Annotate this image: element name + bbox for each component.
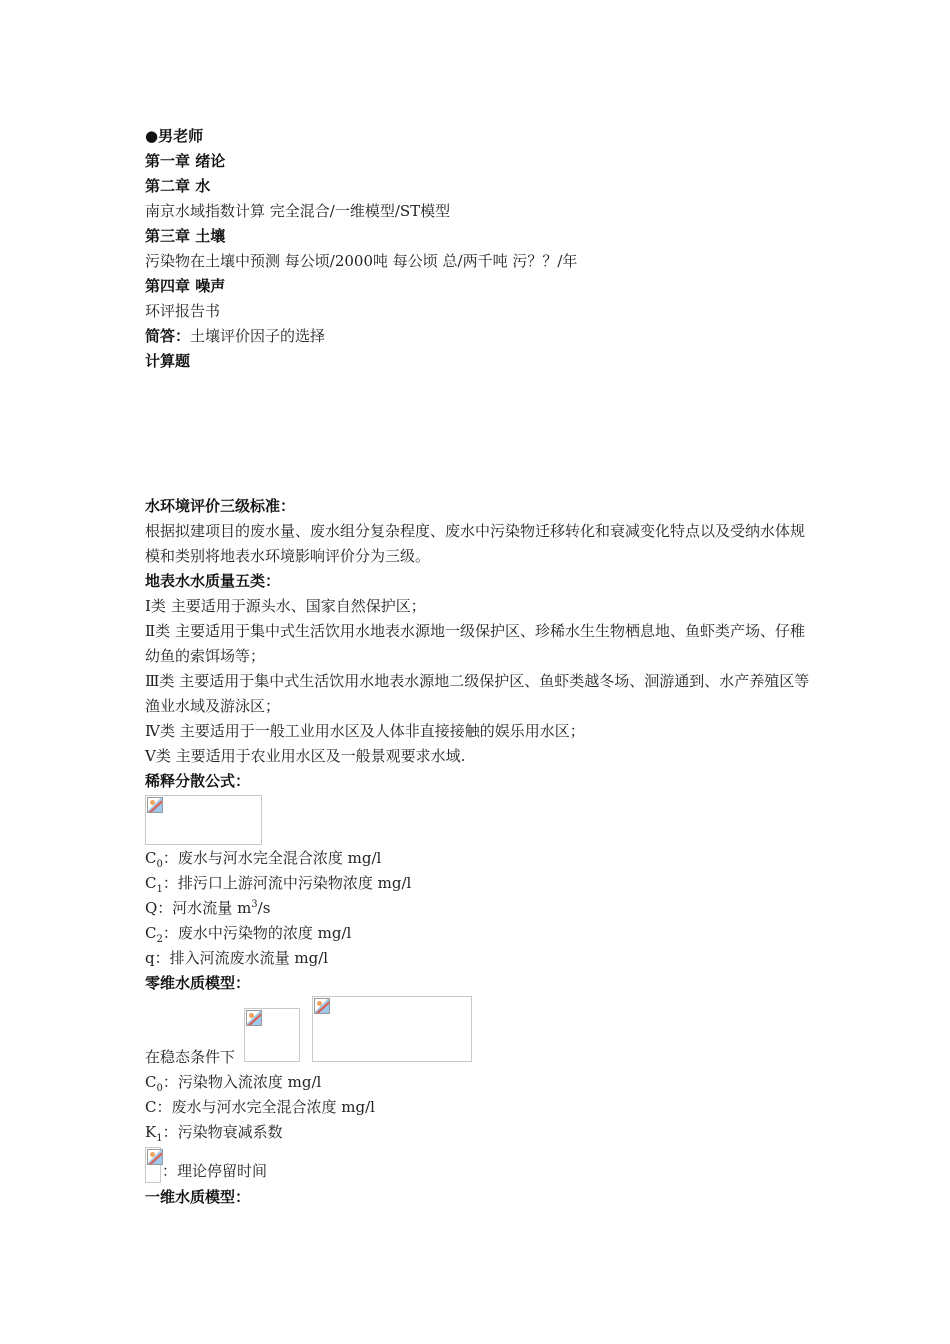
broken-image-icon: [145, 1147, 161, 1183]
calculation-heading: 计算题: [145, 352, 191, 370]
dilution-title: 稀释分散公式：: [145, 772, 251, 790]
document-page: [145, 124, 815, 1210]
subscript: 0: [156, 859, 163, 870]
water-env-title: 水环境评价三级标准：: [145, 497, 296, 515]
zero-dim-formula-row: [145, 996, 815, 1070]
zero-dim-c0: [145, 1070, 815, 1095]
one-dim-title: 一维水质模型：: [145, 1188, 251, 1206]
short-answer-line: [145, 324, 815, 349]
chapter-3-heading: 第三章 土壤: [145, 227, 226, 245]
short-answer-text: 土壤评价因子的选择: [190, 327, 326, 345]
blank-space: [145, 374, 815, 494]
chapter-1-heading: 第一章 绪论: [145, 152, 226, 170]
dilution-q: [145, 896, 815, 921]
definition: ：排污口上游河流中污染物浓度 mg/l: [162, 874, 412, 892]
subscript: 1: [156, 1133, 163, 1144]
steady-state-text: 在稳态条件下: [145, 1048, 236, 1066]
water-env-body: 根据拟建项目的废水量、废水组分复杂程度、废水中污染物迁移转化和衰减变化特点以及受纳水体规模和类别将地表水环境影响评价分为三级。: [145, 522, 806, 565]
teacher-line: ●男老师: [145, 127, 204, 145]
dilution-c1: [145, 871, 815, 896]
quality-item-3: Ⅲ类 主要适用于集中式生活饮用水地表水源地二级保护区、鱼虾类越冬场、洄游通到、水产养殖区等渔业水域及游泳区；: [145, 672, 810, 715]
chapter-4-note: 环评报告书: [145, 302, 221, 320]
image-placeholder-icon: [147, 1149, 163, 1165]
quality-item-4: Ⅳ类 主要适用于一般工业用水区及人体非直接接触的娱乐用水区；: [145, 722, 585, 740]
definition: ：污染物入流浓度 mg/l: [162, 1073, 322, 1091]
symbol: C: [145, 924, 157, 942]
image-placeholder-icon: [147, 797, 163, 813]
chapter-2-heading: 第二章 水: [145, 177, 211, 195]
dilution-c0: [145, 846, 815, 871]
quality-item-2: Ⅱ类 主要适用于集中式生活饮用水地表水源地一级保护区、珍稀水生生物栖息地、鱼虾类产场、仔稚幼鱼的索饵场等；: [145, 622, 805, 665]
quality-item-5: Ⅴ类 主要适用于农业用水区及一般景观要求水域.: [145, 747, 466, 765]
broken-image-icon: [312, 996, 472, 1062]
symbol: C: [145, 849, 157, 867]
broken-image-icon: [145, 795, 262, 845]
chapter-4-heading: 第四章 噪声: [145, 277, 226, 295]
subscript: 1: [156, 884, 163, 895]
definition: ：废水中污染物的浓度 mg/l: [162, 924, 352, 942]
quality-item-1: Ⅰ类 主要适用于源头水、国家自然保护区；: [145, 597, 426, 615]
image-placeholder-icon: [314, 998, 330, 1014]
zero-dim-t-row: [145, 1145, 815, 1185]
symbol: C: [145, 1073, 157, 1091]
symbol: C: [145, 874, 157, 892]
image-placeholder-icon: [246, 1010, 262, 1026]
definition: ：废水与河水完全混合浓度 mg/l: [162, 849, 382, 867]
zero-dim-c: C：废水与河水完全混合浓度 mg/l: [145, 1098, 375, 1116]
dilution-formula-row: [145, 794, 815, 846]
broken-image-icon: [244, 1008, 300, 1062]
short-answer-label: 简答：: [145, 327, 191, 345]
subscript: 0: [156, 1083, 163, 1094]
symbol: K: [145, 1123, 157, 1141]
definition: ：污染物衰减系数: [162, 1123, 283, 1141]
subscript: 2: [156, 934, 163, 945]
superscript: 3: [251, 899, 258, 910]
retention-time-text: ：理论停留时间: [162, 1162, 268, 1180]
chapter-3-note: 污染物在土壤中预测 每公顷/2000吨 每公顷 总/两千吨 污？？/年: [145, 252, 578, 270]
dilution-c2: [145, 921, 815, 946]
zero-dim-k1: [145, 1120, 815, 1145]
unit: /s: [257, 899, 271, 917]
chapter-2-note: 南京水域指数计算 完全混合/一维模型/ST模型: [145, 202, 451, 220]
zero-dim-title: 零维水质模型：: [145, 974, 251, 992]
dilution-q-small: q：排入河流废水流量 mg/l: [145, 949, 329, 967]
quality-title: 地表水水质量五类：: [145, 572, 281, 590]
definition: Q：河水流量 m: [145, 899, 252, 917]
